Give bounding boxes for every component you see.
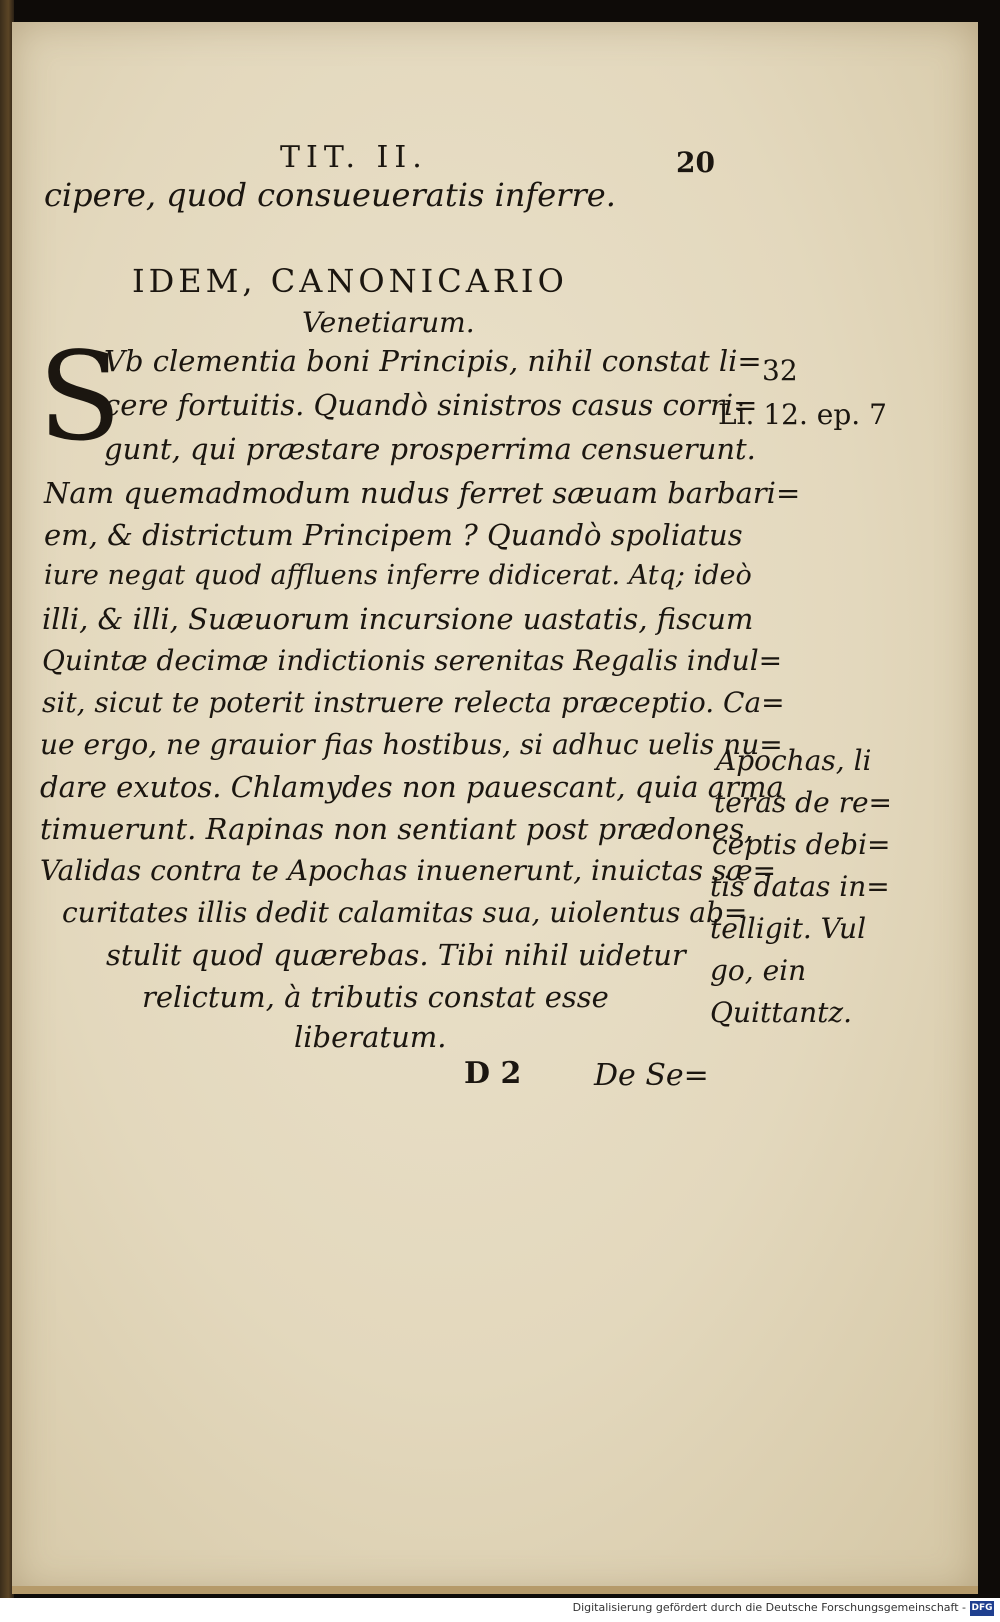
margin-note-line: Quittantz. [710, 996, 853, 1029]
page-number: 20 [676, 146, 715, 179]
margin-note-line: go, ein [710, 954, 807, 987]
catchword: De Se= [594, 1058, 709, 1093]
running-head: TIT. II. [280, 140, 428, 175]
carry-over-line: cipere, quod consueueratis inferre. [44, 176, 616, 214]
margin-number: 32 [762, 354, 798, 387]
body-line: Nam quemadmodum nudus ferret sæuam barbari= [44, 476, 801, 510]
body-line: sit, sicut te poterit instruere relecta præceptio. Ca= [42, 686, 785, 719]
margin-note-line: Apochas, li [716, 744, 872, 777]
body-line: relictum, à tributis constat esse [142, 980, 609, 1014]
body-line: Vb clementia boni Principis, nihil constat li= [104, 344, 762, 378]
body-line: curitates illis dedit calamitas sua, uiolentus ab= [62, 896, 748, 929]
body-line: liberatum. [294, 1020, 447, 1054]
signature-mark: D 2 [464, 1056, 522, 1091]
body-line: iure negat quod affluens inferre didicerat. Atq; ideò [44, 560, 752, 591]
body-line: gunt, qui præstare prosperrima censuerunt. [104, 432, 756, 466]
margin-note-line: telligit. Vul [710, 912, 867, 945]
section-heading: IDEM, CANONICARIO [132, 262, 568, 300]
page-bottom-edge [12, 1586, 978, 1594]
body-line: em, & districtum Principem ? Quandò spoliatus [44, 518, 743, 552]
body-line: ue ergo, ne grauior fias hostibus, si adhuc uelis nu= [40, 728, 783, 761]
body-line: Quintæ decimæ indictionis serenitas Regalis indul= [42, 644, 783, 677]
section-heading-line-2: Venetiarum. [302, 306, 475, 339]
body-line: illi, & illi, Suæuorum incursione uastatis, fiscum [42, 602, 754, 636]
margin-note-line: teras de re= [714, 786, 892, 819]
margin-note-line: ceptis debi= [712, 828, 891, 861]
footer-bar [0, 1598, 1000, 1622]
footer-credit: Digitalisierung gefördert durch die Deutsche Forschungsgemeinschaft - [572, 1601, 966, 1614]
drop-cap-initial: S [38, 326, 122, 468]
body-line: Validas contra te Apochas inuenerunt, inuictas sæ= [40, 854, 777, 887]
dfg-logo: DFG [970, 1601, 994, 1616]
body-line: dare exutos. Chlamydes non pauescant, quia arma [40, 770, 784, 804]
margin-reference: Li. 12. ep. 7 [718, 398, 887, 431]
body-line: timuerunt. Rapinas non sentiant post prædones, [40, 812, 754, 846]
body-line: stulit quod quærebas. Tibi nihil uidetur [106, 938, 686, 972]
body-line: cere fortuitis. Quandò sinistros casus corri= [104, 388, 758, 422]
margin-note-line: tis datas in= [710, 870, 890, 903]
